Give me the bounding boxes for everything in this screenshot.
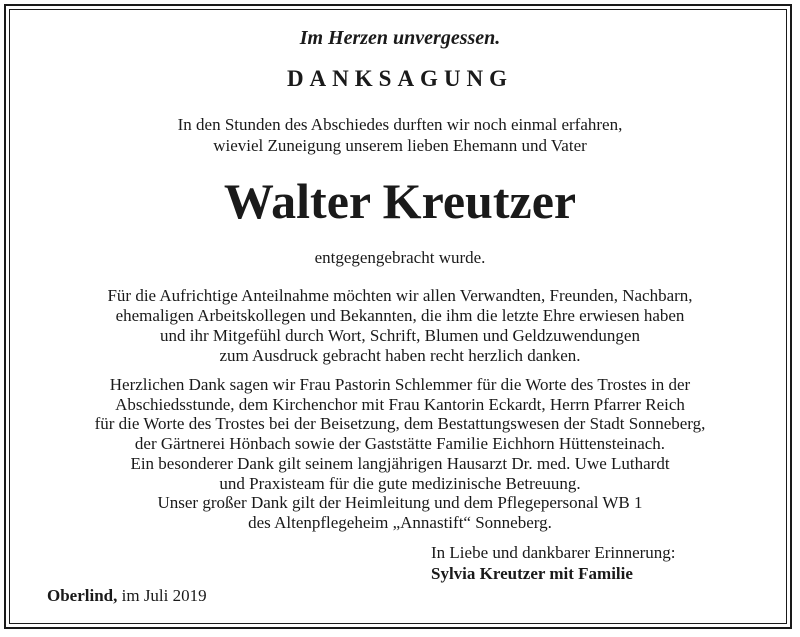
place-date-text: im Juli 2019 — [121, 586, 207, 605]
place-date — [47, 586, 207, 606]
paragraph-line: Herzlichen Dank sagen wir Frau Pastorin Schlemmer für die Worte des Trostes in der — [109, 375, 691, 394]
intro-line: In den Stunden des Abschiedes durften wir noch einmal erfahren, — [177, 115, 623, 134]
thanks-paragraph-1 — [0, 286, 800, 366]
signature-intro: In Liebe und dankbarer Erinnerung: — [431, 543, 676, 562]
intro-line: wieviel Zuneigung unserem lieben Ehemann und Vater — [213, 136, 587, 155]
paragraph-line: Ein besonderer Dank gilt seinem langjährigen Hausarzt Dr. med. Uwe Luthardt — [130, 453, 670, 473]
paragraph-line: Für die Aufrichtige Anteilnahme möchten wir allen Verwandten, Freunden, Nachbarn, — [107, 286, 693, 305]
thanks-paragraph-2 — [0, 375, 800, 533]
paragraph-line: Unser großer Dank gilt der Heimleitung und dem Pflegepersonal WB 1 — [157, 493, 643, 513]
paragraph-line: zum Ausdruck gebracht haben recht herzlich danken. — [219, 346, 581, 365]
heading: DANKSAGUNG — [286, 66, 514, 91]
after-name-text: entgegengebracht wurde. — [314, 248, 486, 267]
paragraph-line: der Gärtnerei Hönbach sowie der Gaststätte Familie Eichhorn Hüttensteinach. — [134, 434, 666, 454]
intro-text — [0, 114, 800, 156]
motto: Im Herzen unvergessen. — [299, 27, 501, 49]
paragraph-line: Abschiedsstunde, dem Kirchenchor mit Frau Kantorin Eckardt, Herrn Pfarrer Reich — [115, 394, 685, 414]
paragraph-line: ehemaligen Arbeitskollegen und Bekannten, die ihm die letzte Ehre erwiesen haben — [115, 306, 685, 325]
paragraph-line: und ihr Mitgefühl durch Wort, Schrift, Blumen und Geldzuwendungen — [160, 326, 640, 345]
paragraph-line: für die Worte des Trostes bei der Beisetzung, dem Bestattungswesen der Stadt Sonneberg, — [94, 414, 706, 434]
paragraph-line: des Altenpflegeheim „Annastift“ Sonneberg. — [248, 512, 552, 532]
paragraph-line: und Praxisteam für die gute medizinische Betreuung. — [219, 473, 581, 493]
deceased-name: Walter Kreutzer — [223, 173, 577, 229]
signature-name: Sylvia Kreutzer mit Familie — [431, 564, 633, 583]
place-town: Oberlind, — [47, 586, 118, 605]
